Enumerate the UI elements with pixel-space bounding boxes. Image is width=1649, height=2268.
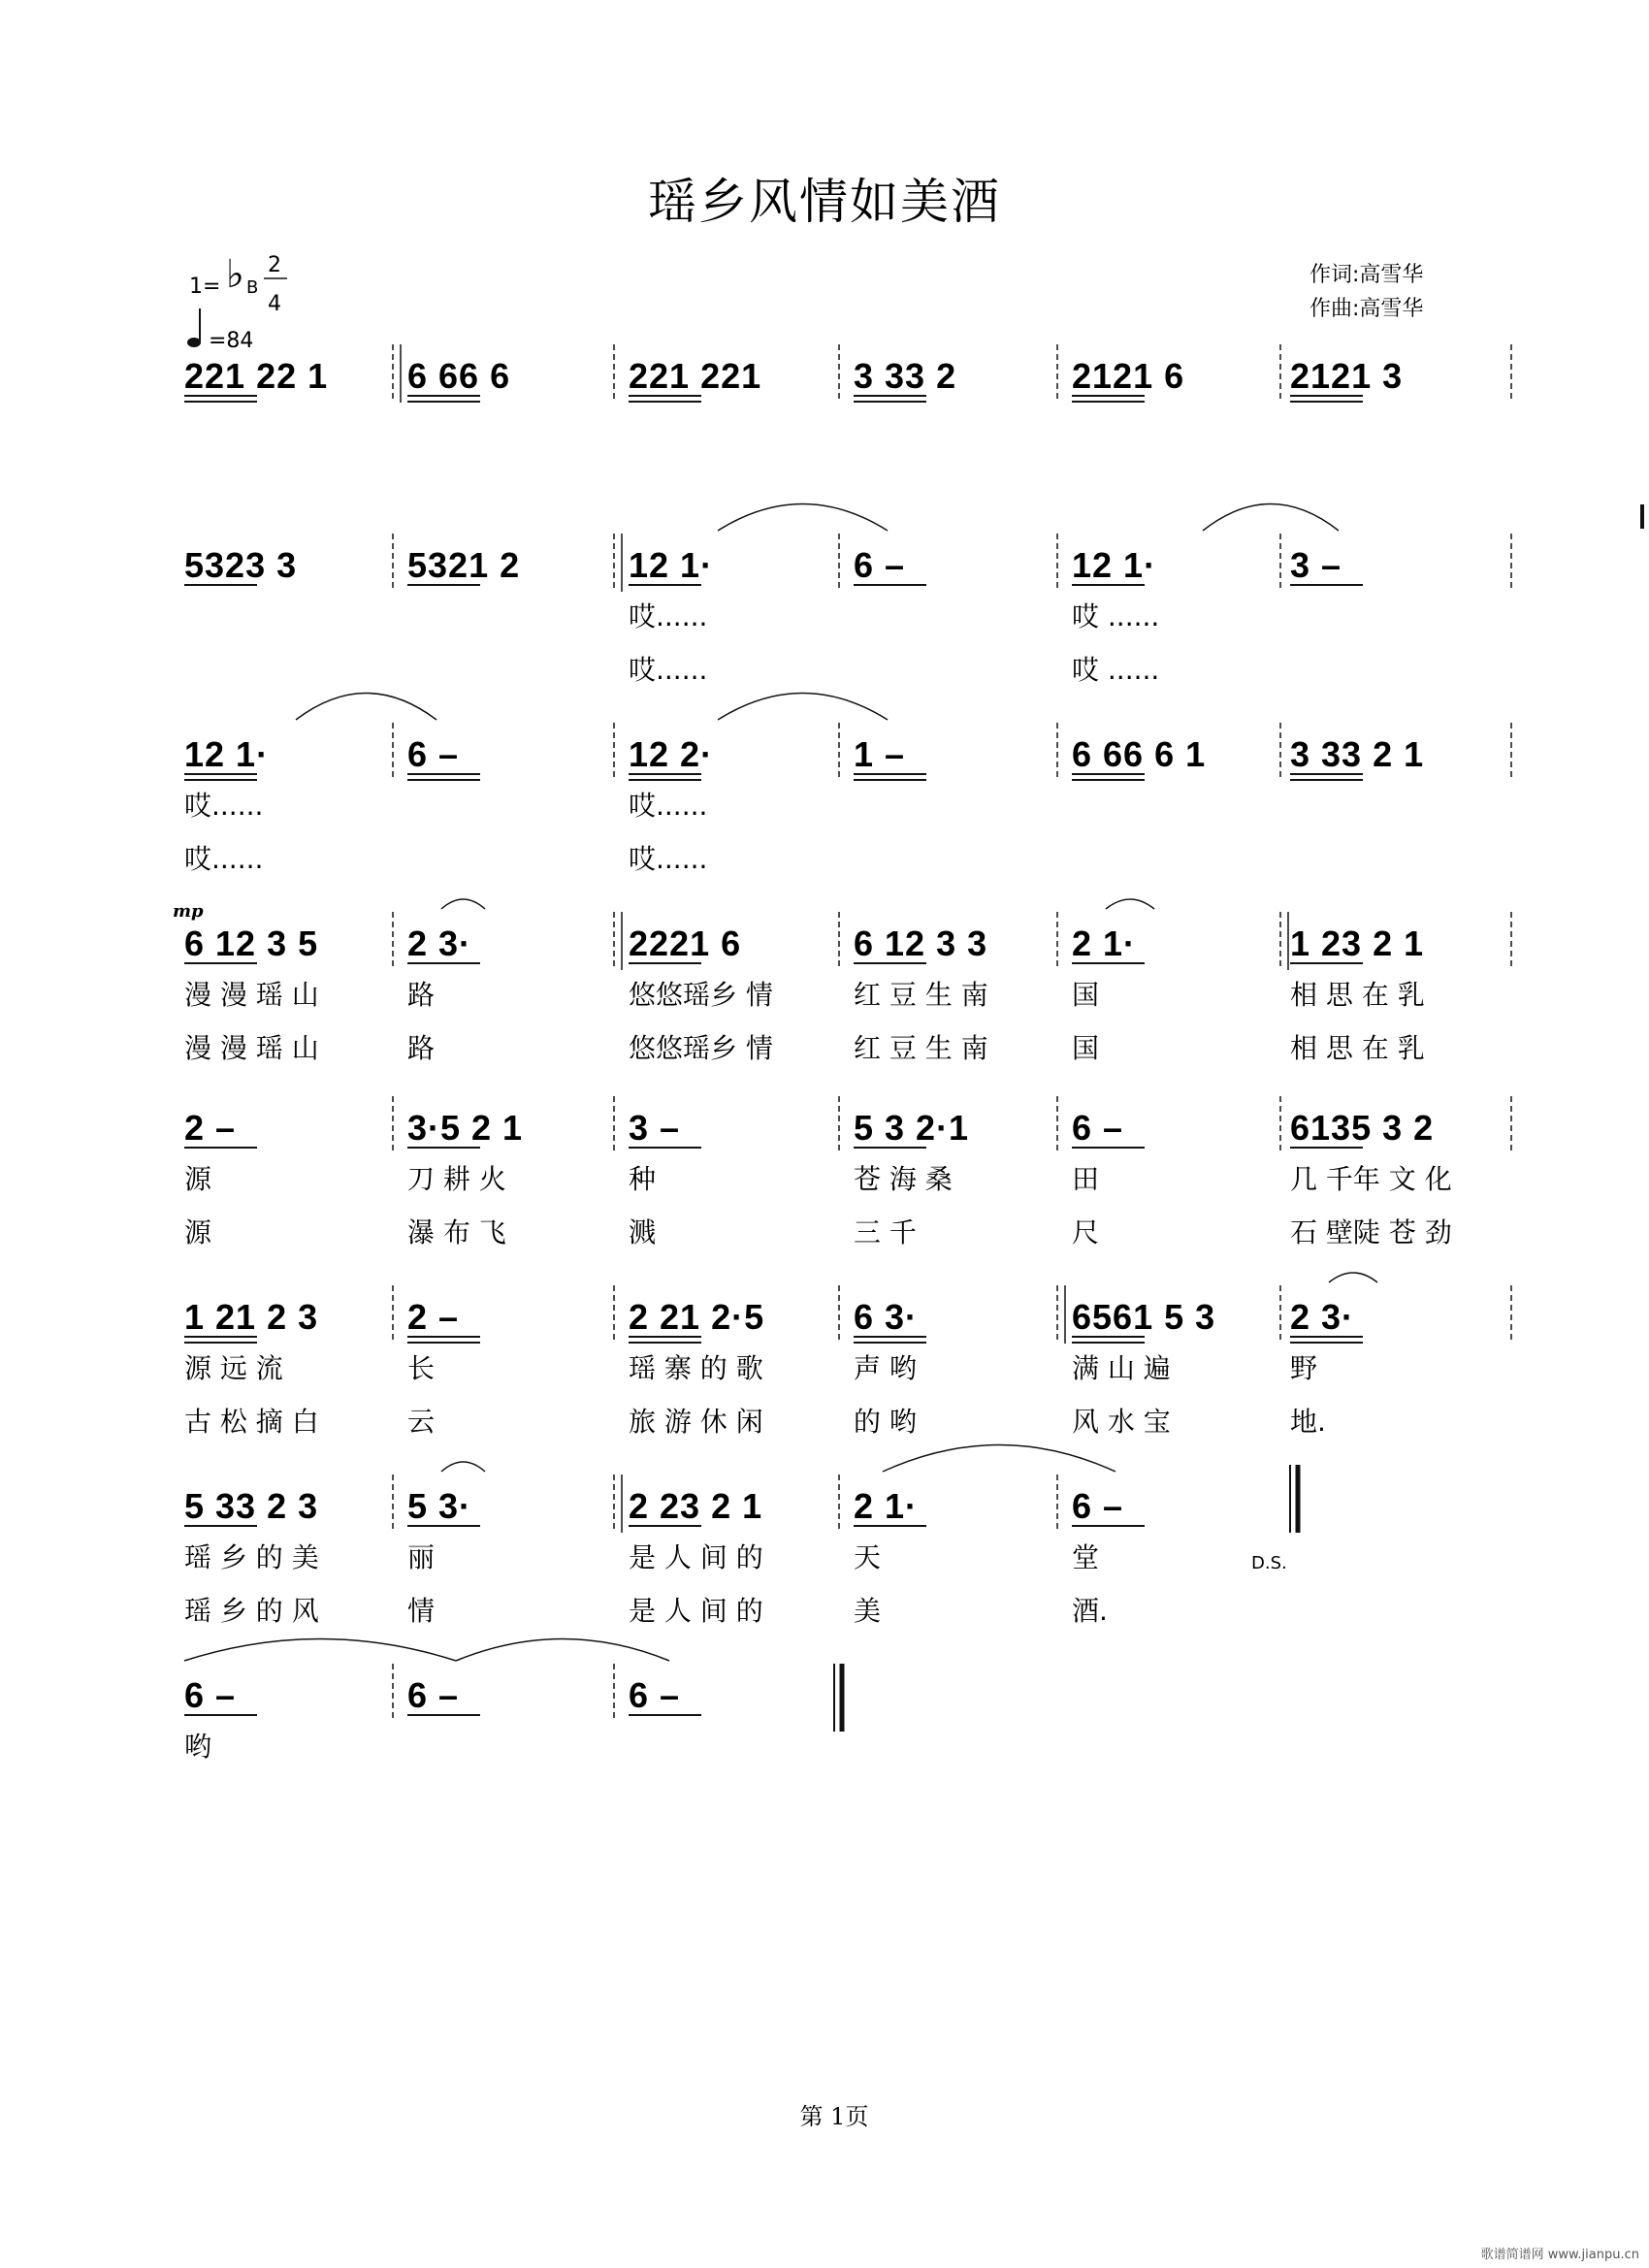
lyric-verse-1: 国 — [1072, 979, 1100, 1011]
lyric-verse-1: 相 思 在 乳 — [1290, 979, 1425, 1011]
lyric-verse-2: 的 哟 — [854, 1406, 917, 1438]
key-signature — [187, 252, 287, 353]
lyric-verse-2: 哎...... — [184, 843, 264, 875]
lyric-verse-2: 旅 游 休 闲 — [629, 1406, 763, 1438]
lyric-verse-2: 是 人 间 的 — [629, 1595, 763, 1627]
time-signature-top: 2 — [268, 253, 281, 277]
measure-notes: 6 – — [407, 734, 460, 774]
tempo-marking: =84 — [209, 329, 254, 353]
measure-notes: 12 1· — [184, 734, 270, 774]
slur — [441, 1462, 485, 1472]
dynamic-marking: mp — [173, 901, 204, 922]
measure-notes: 12 1· — [1072, 545, 1157, 585]
slur — [441, 899, 485, 909]
measure-notes: 6 – — [629, 1675, 681, 1715]
measure-notes: 6 12 3 5 — [184, 923, 319, 963]
measure-notes: 5323 3 — [184, 545, 298, 585]
score-system — [184, 1445, 1298, 1628]
time-signature-bottom: 4 — [268, 292, 281, 316]
measure-notes: 6 66 6 — [407, 356, 511, 396]
measure-notes: 1 23 2 1 — [1290, 923, 1425, 963]
score-system — [184, 694, 1511, 876]
lyric-verse-2: 风 水 宝 — [1072, 1406, 1171, 1438]
slur — [456, 1639, 669, 1662]
lyric-verse-1: 源 远 流 — [184, 1352, 283, 1384]
lyric-verse-1: 满 山 遍 — [1072, 1352, 1171, 1384]
lyric-verse-1: 哎...... — [184, 790, 264, 822]
key-prefix: 1= — [189, 275, 221, 299]
lyric-verse-1: 哎...... — [629, 600, 708, 632]
slur — [1106, 899, 1154, 909]
measure-notes: 2 – — [184, 1108, 237, 1148]
watermark: 歌谱简谱网 www.jianpu.cn — [1480, 2248, 1639, 2262]
lyric-verse-2: 古 松 摘 白 — [184, 1406, 319, 1438]
measure-notes: 5 33 2 3 — [184, 1486, 319, 1526]
score-system — [173, 899, 1511, 1064]
lyric-verse-2: 瑶 乡 的 风 — [184, 1595, 319, 1627]
measure-notes: 1 21 2 3 — [184, 1297, 319, 1337]
lyric-verse-2: 三 千 — [854, 1216, 917, 1248]
measure-notes: 2221 6 — [629, 923, 742, 963]
measure-notes: 2 1· — [854, 1486, 919, 1526]
lyric-verse-2: 瀑 布 飞 — [407, 1216, 506, 1248]
measure-notes: 2121 6 — [1072, 356, 1185, 396]
measure-notes: 221 22 1 — [184, 356, 329, 396]
lyricist-credit: 作词:高雪华 — [1310, 263, 1424, 287]
lyric-verse-1: 路 — [407, 979, 436, 1011]
lyric-verse-2: 悠悠瑶乡 情 — [629, 1032, 773, 1064]
measure-notes: 2 23 2 1 — [629, 1486, 763, 1526]
lyric-verse-1: 苍 海 桑 — [854, 1163, 953, 1195]
lyric-verse-1: 长 — [407, 1352, 436, 1384]
ds-marking: D.S. — [1251, 1553, 1287, 1573]
lyric-verse-1: 漫 漫 瑶 山 — [184, 979, 319, 1011]
lyric-verse-1: 悠悠瑶乡 情 — [629, 979, 773, 1011]
lyric-verse-2: 尺 — [1072, 1216, 1100, 1248]
lyric-verse-2: 美 — [854, 1595, 882, 1627]
measure-notes: 2 1· — [1072, 923, 1137, 963]
lyric-verse-2: 云 — [407, 1406, 436, 1438]
measure-notes: 3 33 2 — [854, 356, 957, 396]
measure-notes: 6 3· — [854, 1297, 919, 1337]
slur — [1329, 1273, 1377, 1282]
measure-notes: 6 – — [1072, 1108, 1124, 1148]
lyric-verse-2: 漫 漫 瑶 山 — [184, 1032, 319, 1064]
lyric-verse-1: 田 — [1072, 1163, 1100, 1195]
slur — [718, 694, 888, 721]
lyric-verse-1: 哎 ...... — [1072, 600, 1160, 632]
lyric-verse-2: 哎...... — [629, 654, 708, 686]
lyric-verse-1: 种 — [629, 1163, 657, 1195]
measure-notes: 6 – — [407, 1675, 460, 1715]
measure-notes: 12 2· — [629, 734, 714, 774]
lyric-verse-2: 哎...... — [629, 843, 708, 875]
score-system — [184, 344, 1511, 403]
measure-notes: 6561 5 3 — [1072, 1297, 1216, 1337]
lyric-verse-1: 天 — [854, 1541, 882, 1573]
measure-notes: 2 3· — [1290, 1297, 1355, 1337]
lyric-verse-1: 丽 — [407, 1541, 436, 1573]
lyric-verse-1: 哟 — [184, 1731, 212, 1763]
slur — [184, 1639, 456, 1662]
lyric-verse-1: 野 — [1290, 1352, 1318, 1384]
measure-notes: 2 – — [407, 1297, 460, 1337]
page-number: 第 1页 — [799, 2103, 869, 2130]
lyric-verse-2: 酒. — [1072, 1595, 1108, 1627]
lyric-verse-2: 情 — [407, 1595, 436, 1627]
measure-notes: 2 21 2·5 — [629, 1297, 765, 1337]
measure-notes: 2121 3 — [1290, 356, 1404, 396]
measure-notes: 5 3 2·1 — [854, 1108, 970, 1148]
lyric-verse-2: 源 — [184, 1216, 212, 1248]
quarter-note-icon — [187, 338, 201, 347]
measure-notes: 6 12 3 3 — [854, 923, 988, 963]
measure-notes: 3·5 2 1 — [407, 1108, 524, 1148]
slur — [296, 694, 436, 721]
flat-sign: ♭ — [226, 252, 244, 297]
measure-notes: 221 221 — [629, 356, 762, 396]
song-title: 瑶乡风情如美酒 — [648, 174, 1001, 230]
score-system — [184, 1096, 1511, 1248]
score-system — [184, 504, 1511, 687]
lyric-verse-2: 路 — [407, 1032, 436, 1064]
lyric-verse-2: 红 豆 生 南 — [854, 1032, 988, 1064]
measure-notes: 3 – — [629, 1108, 681, 1148]
measure-notes: 3 33 2 1 — [1290, 734, 1425, 774]
measure-notes: 6 – — [1072, 1486, 1124, 1526]
lyric-verse-1: 是 人 间 的 — [629, 1541, 763, 1573]
composer-credit: 作曲:高雪华 — [1310, 297, 1424, 321]
lyric-verse-2: 相 思 在 乳 — [1290, 1032, 1425, 1064]
slur — [718, 504, 888, 532]
lyric-verse-1: 源 — [184, 1163, 212, 1195]
score-system — [184, 1273, 1511, 1438]
measure-notes: 6 – — [854, 545, 906, 585]
measure-notes: 6 66 6 1 — [1072, 734, 1207, 774]
key-letter: B — [246, 277, 259, 298]
measure-notes: 2 3· — [407, 923, 472, 963]
lyric-verse-2: 国 — [1072, 1032, 1100, 1064]
measure-notes: 6135 3 2 — [1290, 1108, 1435, 1148]
measure-notes: 12 1· — [629, 545, 714, 585]
lyric-verse-2: 溅 — [629, 1216, 657, 1248]
lyric-verse-1: 哎...... — [629, 790, 708, 822]
measure-notes: 6 – — [184, 1675, 237, 1715]
measure-notes: 1 – — [854, 734, 906, 774]
lyric-verse-2: 石 壁陡 苍 劲 — [1290, 1216, 1452, 1248]
lyric-verse-2: 哎 ...... — [1072, 654, 1160, 686]
lyric-verse-1: 刀 耕 火 — [407, 1163, 506, 1195]
lyric-verse-1: 几 千年 文 化 — [1290, 1163, 1452, 1195]
score-system — [184, 1639, 842, 1764]
lyric-verse-1: 堂 — [1072, 1541, 1100, 1573]
lyric-verse-1: 瑶 乡 的 美 — [184, 1541, 319, 1573]
measure-notes: 5 3· — [407, 1486, 472, 1526]
lyric-verse-2: 地. — [1290, 1406, 1326, 1438]
slur — [883, 1445, 1116, 1473]
slur — [1203, 504, 1339, 532]
measure-notes: 3 – — [1290, 545, 1342, 585]
measure-notes: 5321 2 — [407, 545, 521, 585]
lyric-verse-1: 红 豆 生 南 — [854, 979, 988, 1011]
lyric-verse-1: 声 哟 — [854, 1352, 917, 1384]
score-systems — [173, 344, 1511, 1763]
lyric-verse-1: 瑶 寨 的 歌 — [629, 1352, 763, 1384]
